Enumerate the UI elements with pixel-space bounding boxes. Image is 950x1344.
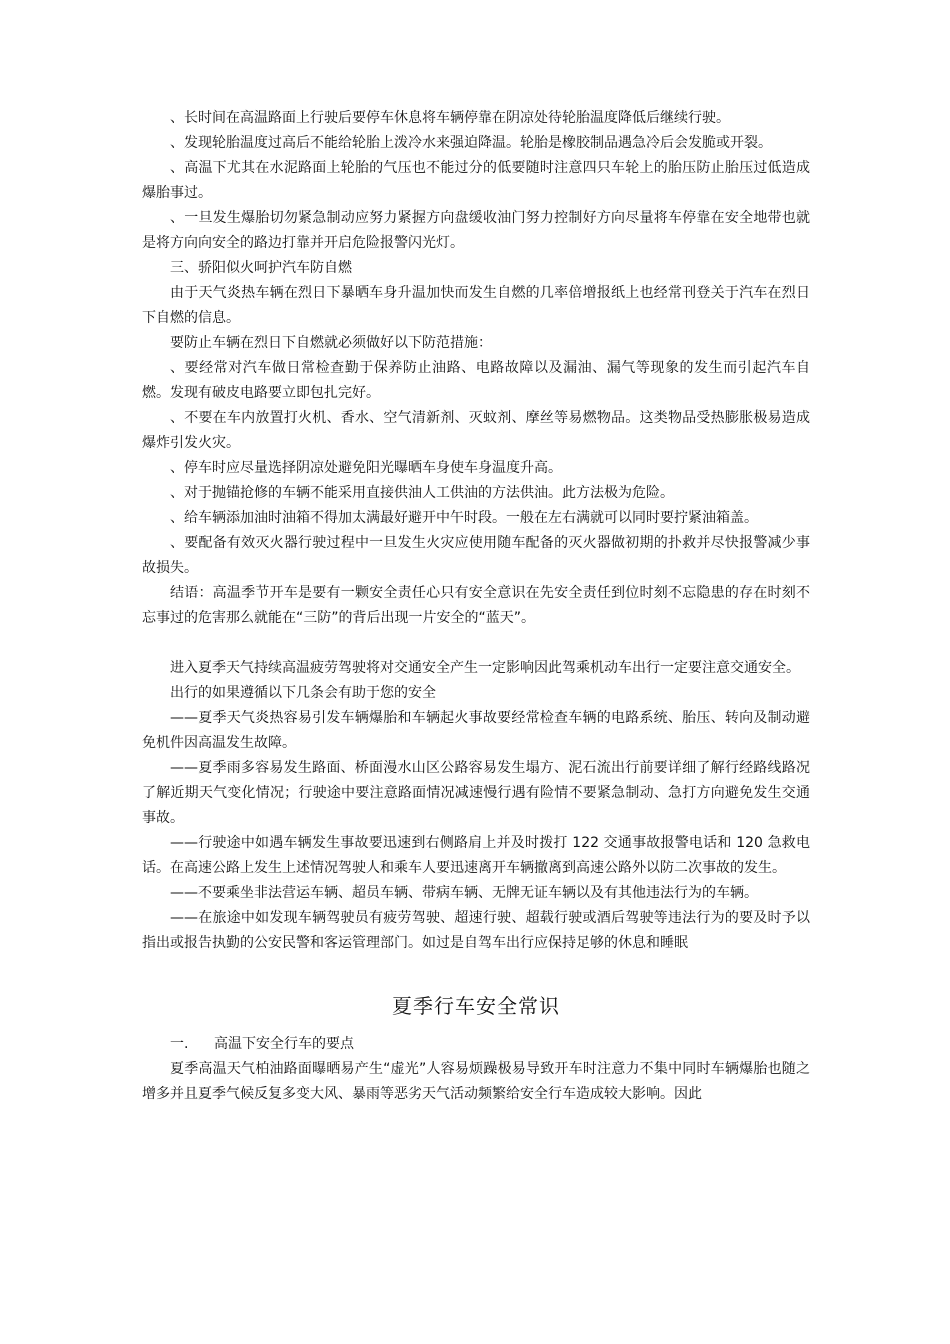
document-body <box>142 106 810 1107</box>
paragraph: 、一旦发生爆胎切勿紧急制动应努力紧握方向盘缓收油门努力控制好方向尽量将车停靠在安全地带也就是将方向向安全的路边打靠并开启危险报警闪光灯。 <box>142 210 810 251</box>
paragraph: 、长时间在高温路面上行驶后要停车休息将车辆停靠在阴凉处待轮胎温度降低后继续行驶。 <box>170 110 730 126</box>
paragraph: ——夏季天气炎热容易引发车辆爆胎和车辆起火事故要经常检查车辆的电路系统、胎压、转向及制动避免机件因高温发生故障。 <box>142 710 810 751</box>
paragraph: 要防止车辆在烈日下自燃就必须做好以下防范措施： <box>170 335 492 351</box>
paragraph: 进入夏季天气持续高温疲劳驾驶将对交通安全产生一定影响因此驾乘机动车出行一定要注意交通安全。 <box>170 660 800 676</box>
document-title: 夏季行车安全常识 <box>392 994 560 1018</box>
paragraph: ——行驶途中如遇车辆发生事故要迅速到右侧路肩上并及时拨打 122 交通事故报警电话和 120 急救电话。在高速公路上发生上述情况驾驶人和乘车人要迅速离开车辆撤离到高速公路外以防二次事故的发生。 <box>142 835 810 876</box>
item-number: 一. <box>170 1036 189 1052</box>
item-text: 高温下安全行车的要点 <box>214 1036 354 1052</box>
paragraph: ——夏季雨多容易发生路面、桥面漫水山区公路容易发生塌方、泥石流出行前要详细了解行经路线路况了解近期天气变化情况；行驶途中要注意路面情况减速慢行遇有险情不要紧急制动、急打方向避免发生交通事故。 <box>142 760 810 826</box>
paragraph: 由于天气炎热车辆在烈日下暴晒车身升温加快而发生自燃的几率倍增报纸上也经常刊登关于汽车在烈日下自燃的信息。 <box>142 285 810 326</box>
blank-line <box>142 631 810 656</box>
paragraph: 、对于抛锚抢修的车辆不能采用直接供油人工供油的方法供油。此方法极为危险。 <box>170 485 674 501</box>
paragraph: 、不要在车内放置打火机、香水、空气清新剂、灭蚊剂、摩丝等易燃物品。这类物品受热膨胀极易造成爆炸引发火灾。 <box>142 410 810 451</box>
paragraph: 出行的如果遵循以下几条会有助于您的安全 <box>170 685 436 701</box>
section-heading: 三、骄阳似火呵护汽车防自燃 <box>170 260 352 276</box>
paragraph: 、给车辆添加油时油箱不得加太满最好避开中午时段。一般在左右满就可以同时要拧紧油箱盖。 <box>170 510 758 526</box>
paragraph: 、要配备有效灭火器行驶过程中一旦发生火灾应使用随车配备的灭火器做初期的扑救并尽快报警减少事故损失。 <box>142 535 810 576</box>
paragraph: 、停车时应尽量选择阴凉处避免阳光曝晒车身使车身温度升高。 <box>170 460 562 476</box>
paragraph: 、要经常对汽车做日常检查勤于保养防止油路、电路故障以及漏油、漏气等现象的发生而引起汽车自燃。发现有破皮电路要立即包扎完好。 <box>142 360 810 401</box>
conclusion-paragraph: 结语：高温季节开车是要有一颗安全责任心只有安全意识在先安全责任到位时刻不忘隐患的存在时刻不忘事过的危害那么就能在“三防”的背后出现一片安全的“蓝天”。 <box>142 585 810 626</box>
paragraph: 、高温下尤其在水泥路面上轮胎的气压也不能过分的低要随时注意四只车轮上的胎压防止胎压过低造成爆胎事过。 <box>142 160 810 201</box>
paragraph: 、发现轮胎温度过高后不能给轮胎上泼冷水来强迫降温。轮胎是橡胶制品遇急冷后会发脆或开裂。 <box>170 135 772 151</box>
paragraph: ——不要乘坐非法营运车辆、超员车辆、带病车辆、无牌无证车辆以及有其他违法行为的车辆。 <box>170 885 758 901</box>
numbered-heading <box>142 1032 810 1057</box>
paragraph: 夏季高温天气柏油路面曝晒易产生“虚光”人容易烦躁极易导致开车时注意力不集中同时车辆爆胎也随之增多并且夏季气候反复多变大风、暴雨等恶劣天气活动频繁给安全行车造成较大影响。因此 <box>142 1061 810 1102</box>
paragraph: ——在旅途中如发现车辆驾驶员有疲劳驾驶、超速行驶、超载行驶或酒后驾驶等违法行为的要及时予以指出或报告执勤的公安民警和客运管理部门。如过是自驾车出行应保持足够的休息和睡眠 <box>142 910 810 951</box>
